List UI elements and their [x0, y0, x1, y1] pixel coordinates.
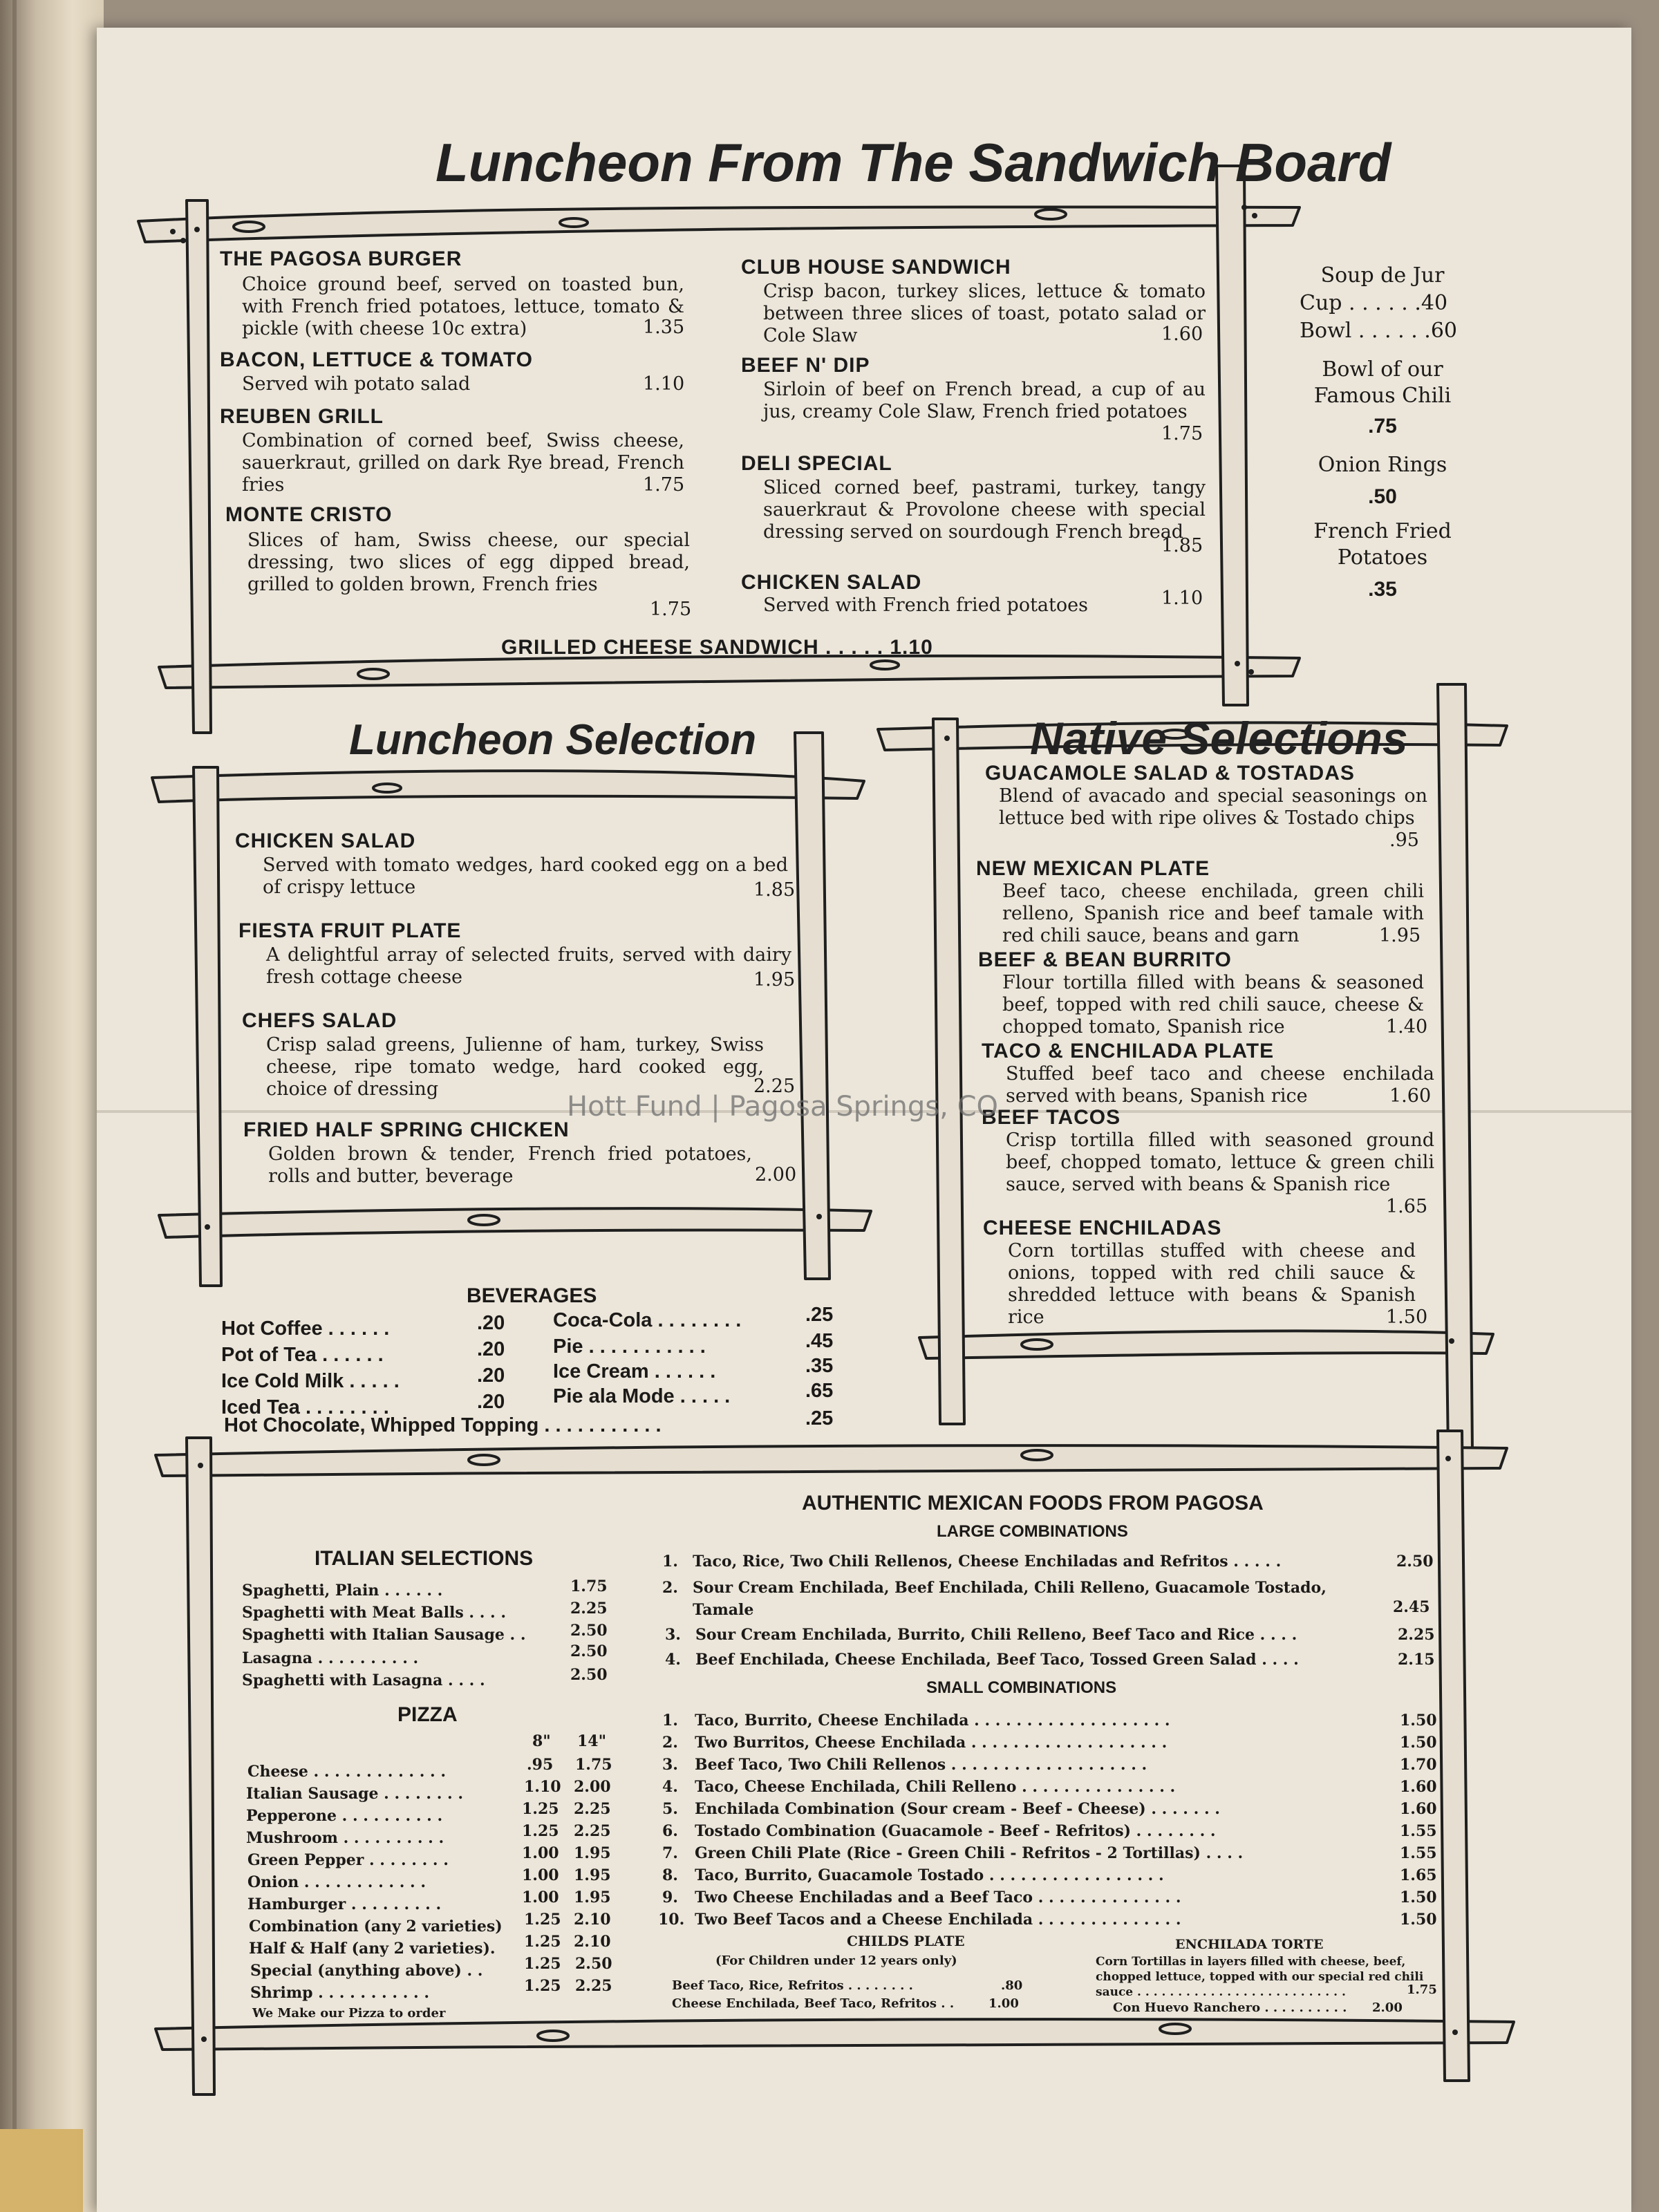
item-price: 1.95: [1379, 925, 1421, 946]
pizza-item: Special (anything above) . .: [250, 1962, 483, 1980]
item-name: BACON, LETTUCE & TOMATO: [220, 348, 533, 371]
item-desc: Served with French fried potatoes: [763, 594, 1088, 616]
italian-title: ITALIAN SELECTIONS: [315, 1547, 534, 1570]
item-desc: Crisp tortilla filled with seasoned ground beef, chopped tomato, lettuce & green chili sauce, served with beans & Spanish rice: [1006, 1130, 1434, 1195]
onion-rings-price: .50: [1368, 485, 1397, 508]
combo-price: 2.15: [1398, 1651, 1435, 1669]
item-price: 1.60: [1389, 1085, 1432, 1107]
con-huevo-ranchero: Con Huevo Ranchero . . . . . . . . . .: [1113, 2000, 1347, 2015]
pizza-price-small: 1.00: [522, 1866, 559, 1884]
combo-number: 5.: [662, 1800, 678, 1818]
item-price: 1.85: [1161, 535, 1203, 556]
pizza-price-small: 1.25: [522, 1800, 559, 1818]
pizza-item: Italian Sausage . . . . . . . .: [246, 1785, 464, 1803]
soup-title: Soup de Jur: [1320, 263, 1445, 288]
mexican-title: AUTHENTIC MEXICAN FOODS FROM PAGOSA: [802, 1492, 1264, 1515]
item-desc: Blend of avacado and special seasonings on lettuce bed with ripe olives & Tostado chips: [999, 785, 1427, 829]
item-name: FRIED HALF SPRING CHICKEN: [243, 1118, 570, 1141]
combo-text: Taco, Burrito, Guacamole Tostado . . . . . . . . . . . . . . . . .: [695, 1866, 1164, 1884]
item-price: 1.75: [650, 599, 692, 620]
item-name: TACO & ENCHILADA PLATE: [982, 1040, 1275, 1062]
pizza-price-large: 2.00: [574, 1778, 611, 1796]
item-desc: Golden brown & tender, French fried potatoes, rolls and butter, beverage: [268, 1143, 752, 1187]
enchilada-torte-title: ENCHILADA TORTE: [1175, 1937, 1324, 1952]
item-name: FIESTA FRUIT PLATE: [238, 919, 462, 942]
combo-text: Beef Enchilada, Cheese Enchilada, Beef Taco, Tossed Green Salad . . . .: [695, 1651, 1299, 1669]
item-price: 1.35: [643, 317, 685, 338]
combo-price: 1.50: [1400, 1734, 1437, 1752]
watermark: Hott Fund | Pagosa Springs, CO: [567, 1091, 998, 1123]
item-name: CHEFS SALAD: [242, 1009, 397, 1032]
pizza-price-small: 1.25: [524, 1955, 561, 1973]
pizza-item: Half & Half (any 2 varieties).: [249, 1940, 496, 1958]
beverages-title: BEVERAGES: [467, 1284, 597, 1307]
soup-bowl: Bowl . . . . . .60: [1300, 319, 1457, 343]
combo-text: Two Burritos, Cheese Enchilada . . . . . . . . . . . . . . . . . . .: [695, 1734, 1168, 1752]
pizza-price-small: 1.00: [522, 1844, 559, 1862]
pizza-item: Shrimp . . . . . . . . . . .: [250, 1984, 429, 2002]
con-huevo-ranchero-price: 2.00: [1372, 2000, 1403, 2015]
combo-text-continued: Tamale: [693, 1601, 754, 1619]
soup-cup: Cup . . . . . .40: [1300, 291, 1448, 315]
combo-number: 1.: [662, 1712, 678, 1730]
beverage-name: Iced Tea . . . . . . . .: [221, 1396, 389, 1418]
chili-price: .75: [1368, 415, 1397, 438]
item-name: BEEF N' DIP: [741, 354, 870, 377]
pizza-item: Onion . . . . . . . . . . . .: [247, 1873, 427, 1891]
hot-chocolate-price: .25: [805, 1407, 834, 1430]
french-fries-price: .35: [1368, 578, 1397, 601]
pizza-size-large: 14": [577, 1732, 607, 1750]
combo-text: Sour Cream Enchilada, Burrito, Chili Relleno, Beef Taco and Rice . . . .: [695, 1626, 1297, 1644]
childs-price: 1.00: [988, 1996, 1019, 2011]
item-desc: Crisp bacon, turkey slices, lettuce & tomato between three slices of toast, potato salad or Cole Slaw: [763, 281, 1206, 346]
italian-price: 2.50: [570, 1642, 608, 1660]
item-name: MONTE CRISTO: [225, 503, 393, 526]
combo-text: Taco, Burrito, Cheese Enchilada . . . . . . . . . . . . . . . . . . .: [695, 1712, 1170, 1730]
pizza-item: Cheese . . . . . . . . . . . . .: [247, 1763, 447, 1781]
item-desc: Stuffed beef taco and cheese enchilada served with beans, Spanish rice: [1006, 1063, 1434, 1107]
beverage-name: Ice Cold Milk . . . . .: [221, 1370, 400, 1392]
combo-text: Sour Cream Enchilada, Beef Enchilada, Chili Relleno, Guacamole Tostado,: [693, 1579, 1327, 1597]
pizza-price-small: 1.25: [524, 1911, 561, 1929]
pizza-price-large: 2.50: [575, 1955, 612, 1973]
item-desc: Corn tortillas stuffed with cheese and onions, topped with red chili sauce & shredded lettuce with beans & Spanish rice: [1008, 1240, 1416, 1328]
pizza-price-small: 1.25: [522, 1822, 559, 1840]
grilled-cheese-line: GRILLED CHEESE SANDWICH . . . . . 1.10: [501, 636, 933, 659]
combo-number: 2.: [662, 1579, 678, 1597]
enchilada-torte-desc: chopped lettuce, topped with our special red chili: [1096, 1970, 1424, 1984]
item-price: 1.10: [643, 373, 685, 395]
pizza-price-small: 1.00: [522, 1888, 559, 1906]
combo-number: 9.: [662, 1888, 678, 1906]
pizza-price-large: 2.25: [575, 1977, 612, 1995]
italian-price: 1.75: [570, 1577, 608, 1595]
item-price: 1.50: [1386, 1306, 1428, 1328]
combo-price: 1.60: [1400, 1800, 1437, 1818]
pizza-size-small: 8": [532, 1732, 551, 1750]
pizza-price-large: 1.75: [575, 1756, 612, 1774]
beverage-price: .20: [477, 1391, 505, 1413]
combo-price: 1.60: [1400, 1778, 1437, 1796]
childs-item: Beef Taco, Rice, Refritos . . . . . . . .: [672, 1978, 913, 1993]
item-price: 1.60: [1161, 324, 1203, 345]
item-name: DELI SPECIAL: [741, 452, 892, 475]
pizza-item: Hamburger . . . . . . . . .: [247, 1895, 442, 1913]
item-name: GUACAMOLE SALAD & TOSTADAS: [985, 762, 1355, 785]
enchilada-torte-price: 1.75: [1407, 1983, 1437, 1997]
combo-price: 1.50: [1400, 1888, 1437, 1906]
pizza-item: Pepperone . . . . . . . . . .: [246, 1807, 443, 1825]
pizza-price-large: 2.25: [574, 1822, 611, 1840]
beverage-name: Pie ala Mode . . . . .: [553, 1385, 731, 1407]
combo-text: Taco, Cheese Enchilada, Chili Relleno . . . . . . . . . . . . . . .: [695, 1778, 1176, 1796]
beverage-price: .65: [805, 1380, 834, 1402]
item-name: THE PAGOSA BURGER: [220, 247, 462, 270]
beverage-name: Pie . . . . . . . . . . .: [553, 1335, 706, 1358]
item-desc: Beef taco, cheese enchilada, green chili relleno, Spanish rice and beef tamale with red chili sauce, beans and garn: [1002, 881, 1424, 946]
item-desc: Served wih potato salad: [242, 373, 471, 395]
childs-item: Cheese Enchilada, Beef Taco, Refritos . .: [672, 1996, 955, 2011]
luncheon-selection-title: Luncheon Selection: [349, 716, 757, 764]
item-name: CHICKEN SALAD: [235, 830, 416, 852]
pizza-price-large: 1.95: [574, 1888, 611, 1906]
childs-price: .80: [1001, 1978, 1023, 1993]
italian-item: Spaghetti, Plain . . . . . .: [242, 1582, 443, 1600]
item-desc: Combination of corned beef, Swiss cheese, sauerkraut, grilled on dark Rye bread, French fries: [242, 430, 684, 496]
childs-plate-note: (For Children under 12 years only): [715, 1953, 957, 1968]
combo-price: 2.50: [1396, 1553, 1434, 1571]
item-price: 2.00: [755, 1164, 797, 1185]
italian-item: Lasagna . . . . . . . . . .: [242, 1649, 419, 1667]
small-combinations-title: SMALL COMBINATIONS: [926, 1678, 1117, 1697]
combo-price: 1.50: [1400, 1911, 1437, 1929]
beverage-price: .35: [805, 1355, 834, 1377]
item-name: CHEESE ENCHILADAS: [983, 1217, 1222, 1239]
pizza-price-large: 1.95: [574, 1844, 611, 1862]
item-name: BEEF TACOS: [982, 1106, 1121, 1129]
pizza-price-small: 1.25: [524, 1933, 561, 1951]
combo-number: 3.: [662, 1756, 678, 1774]
beverage-name: Ice Cream . . . . . .: [553, 1360, 716, 1382]
pizza-price-small: .95: [527, 1756, 554, 1774]
pizza-price-large: 1.95: [574, 1866, 611, 1884]
pizza-item: Mushroom . . . . . . . . . .: [246, 1829, 444, 1847]
item-desc: Slices of ham, Swiss cheese, our special dressing, two slices of egg dipped bread, grilled to golden brown, French fries: [247, 529, 690, 595]
pizza-item: Green Pepper . . . . . . . .: [247, 1851, 449, 1869]
sandwich-board-title: Luncheon From The Sandwich Board: [435, 132, 1391, 193]
pizza-price-small: 1.25: [524, 1977, 561, 1995]
italian-price: 2.50: [570, 1666, 608, 1684]
combo-price: 1.65: [1400, 1866, 1437, 1884]
combo-number: 4.: [665, 1651, 681, 1669]
pizza-price-small: 1.10: [524, 1778, 561, 1796]
item-name: NEW MEXICAN PLATE: [976, 857, 1210, 880]
combo-price: 1.70: [1400, 1756, 1437, 1774]
combo-text: Enchilada Combination (Sour cream - Beef - Cheese) . . . . . . .: [695, 1800, 1220, 1818]
combo-price: 1.50: [1400, 1712, 1437, 1730]
item-price: 1.75: [643, 474, 685, 496]
combo-price: 2.45: [1393, 1598, 1430, 1616]
childs-plate-title: CHILDS PLATE: [847, 1933, 965, 1949]
item-price: .95: [1389, 830, 1419, 851]
combo-number: 7.: [662, 1844, 678, 1862]
item-price: 1.75: [1161, 423, 1203, 444]
item-name: REUBEN GRILL: [220, 405, 384, 428]
pizza-price-large: 2.10: [574, 1933, 611, 1951]
beverage-name: Coca-Cola . . . . . . . .: [553, 1309, 742, 1331]
beverage-price: .20: [477, 1312, 505, 1334]
chili-label: Bowl of our Famous Chili: [1313, 357, 1452, 408]
item-desc: Crisp salad greens, Julienne of ham, turkey, Swiss cheese, ripe tomato wedge, hard cooked egg, choice of dressing: [266, 1034, 764, 1100]
combo-number: 10.: [658, 1911, 685, 1929]
italian-item: Spaghetti with Lasagna . . . .: [242, 1671, 485, 1689]
combo-number: 1.: [662, 1553, 678, 1571]
combo-number: 6.: [662, 1822, 678, 1840]
italian-item: Spaghetti with Meat Balls . . . .: [242, 1604, 507, 1622]
combo-number: 8.: [662, 1866, 678, 1884]
combo-number: 2.: [662, 1734, 678, 1752]
beverage-price: .20: [477, 1338, 505, 1360]
large-combinations-title: LARGE COMBINATIONS: [937, 1522, 1128, 1541]
beverage-name: Hot Coffee . . . . . .: [221, 1318, 390, 1340]
combo-number: 3.: [665, 1626, 681, 1644]
combo-text: Green Chili Plate (Rice - Green Chili - Refritos - 2 Tortillas) . . . .: [695, 1844, 1244, 1862]
item-name: BEEF & BEAN BURRITO: [978, 948, 1232, 971]
item-price: 1.10: [1161, 588, 1203, 609]
italian-item: Spaghetti with Italian Sausage . .: [242, 1626, 526, 1644]
item-price: 1.85: [753, 879, 796, 901]
beverage-price: .25: [805, 1304, 834, 1326]
item-price: 1.95: [753, 969, 796, 991]
combo-text: Beef Taco, Two Chili Rellenos . . . . . . . . . . . . . . . . . . .: [695, 1756, 1147, 1774]
item-desc: Sliced corned beef, pastrami, turkey, tangy sauerkraut & Provolone cheese with special dressing served on sourdough French bread: [763, 477, 1206, 543]
enchilada-torte-desc: Corn Tortillas in layers filled with cheese, beef,: [1096, 1955, 1406, 1969]
item-desc: Flour tortilla filled with beans & seasoned beef, topped with red chili sauce, cheese & chopped tomato, Spanish rice: [1002, 972, 1424, 1038]
beverage-price: .20: [477, 1365, 505, 1387]
combo-price: 2.25: [1398, 1626, 1435, 1644]
item-price: 2.25: [753, 1076, 796, 1097]
pizza-price-large: 2.10: [574, 1911, 611, 1929]
italian-price: 2.50: [570, 1622, 608, 1640]
onion-rings-label: Onion Rings: [1318, 453, 1447, 477]
item-name: CLUB HOUSE SANDWICH: [741, 256, 1011, 279]
pizza-title: PIZZA: [397, 1703, 458, 1726]
item-name: CHICKEN SALAD: [741, 571, 922, 594]
pizza-price-large: 2.25: [574, 1800, 611, 1818]
combo-number: 4.: [662, 1778, 678, 1796]
item-price: 1.40: [1386, 1016, 1428, 1038]
beverage-price: .45: [805, 1330, 834, 1352]
item-desc: Choice ground beef, served on toasted bun, with French fried potatoes, lettuce, tomato & pickle (with cheese 10c extra): [242, 274, 684, 339]
italian-price: 2.25: [570, 1600, 608, 1618]
combo-text: Taco, Rice, Two Chili Rellenos, Cheese Enchiladas and Refritos . . . . .: [693, 1553, 1282, 1571]
item-desc: Sirloin of beef on French bread, a cup of au jus, creamy Cole Slaw, French fried potatoes: [763, 379, 1206, 422]
combo-text: Two Beef Tacos and a Cheese Enchilada . . . . . . . . . . . . . .: [695, 1911, 1181, 1929]
combo-text: Two Cheese Enchiladas and a Beef Taco . . . . . . . . . . . . . .: [695, 1888, 1181, 1906]
combo-price: 1.55: [1400, 1822, 1437, 1840]
combo-text: Tostado Combination (Guacamole - Beef - Refritos) . . . . . . . .: [695, 1822, 1216, 1840]
item-desc: A delightful array of selected fruits, served with dairy fresh cottage cheese: [266, 944, 791, 988]
combo-price: 1.55: [1400, 1844, 1437, 1862]
french-fries-label: French Fried Potatoes: [1313, 519, 1452, 570]
enchilada-torte-desc: sauce . . . . . . . . . . . . . . . . . . . . . . . . . .: [1096, 1985, 1346, 1999]
beverage-name: Pot of Tea . . . . . .: [221, 1344, 384, 1366]
hot-chocolate: Hot Chocolate, Whipped Topping . . . . . . . . . . .: [224, 1414, 662, 1436]
pizza-item: Combination (any 2 varieties): [249, 1918, 503, 1936]
native-selections-title: Native Selections: [1030, 713, 1408, 764]
item-price: 1.65: [1386, 1196, 1428, 1217]
pizza-note: We Make our Pizza to order: [252, 2006, 446, 2021]
item-desc: Served with tomato wedges, hard cooked egg on a bed of crispy lettuce: [263, 854, 788, 898]
